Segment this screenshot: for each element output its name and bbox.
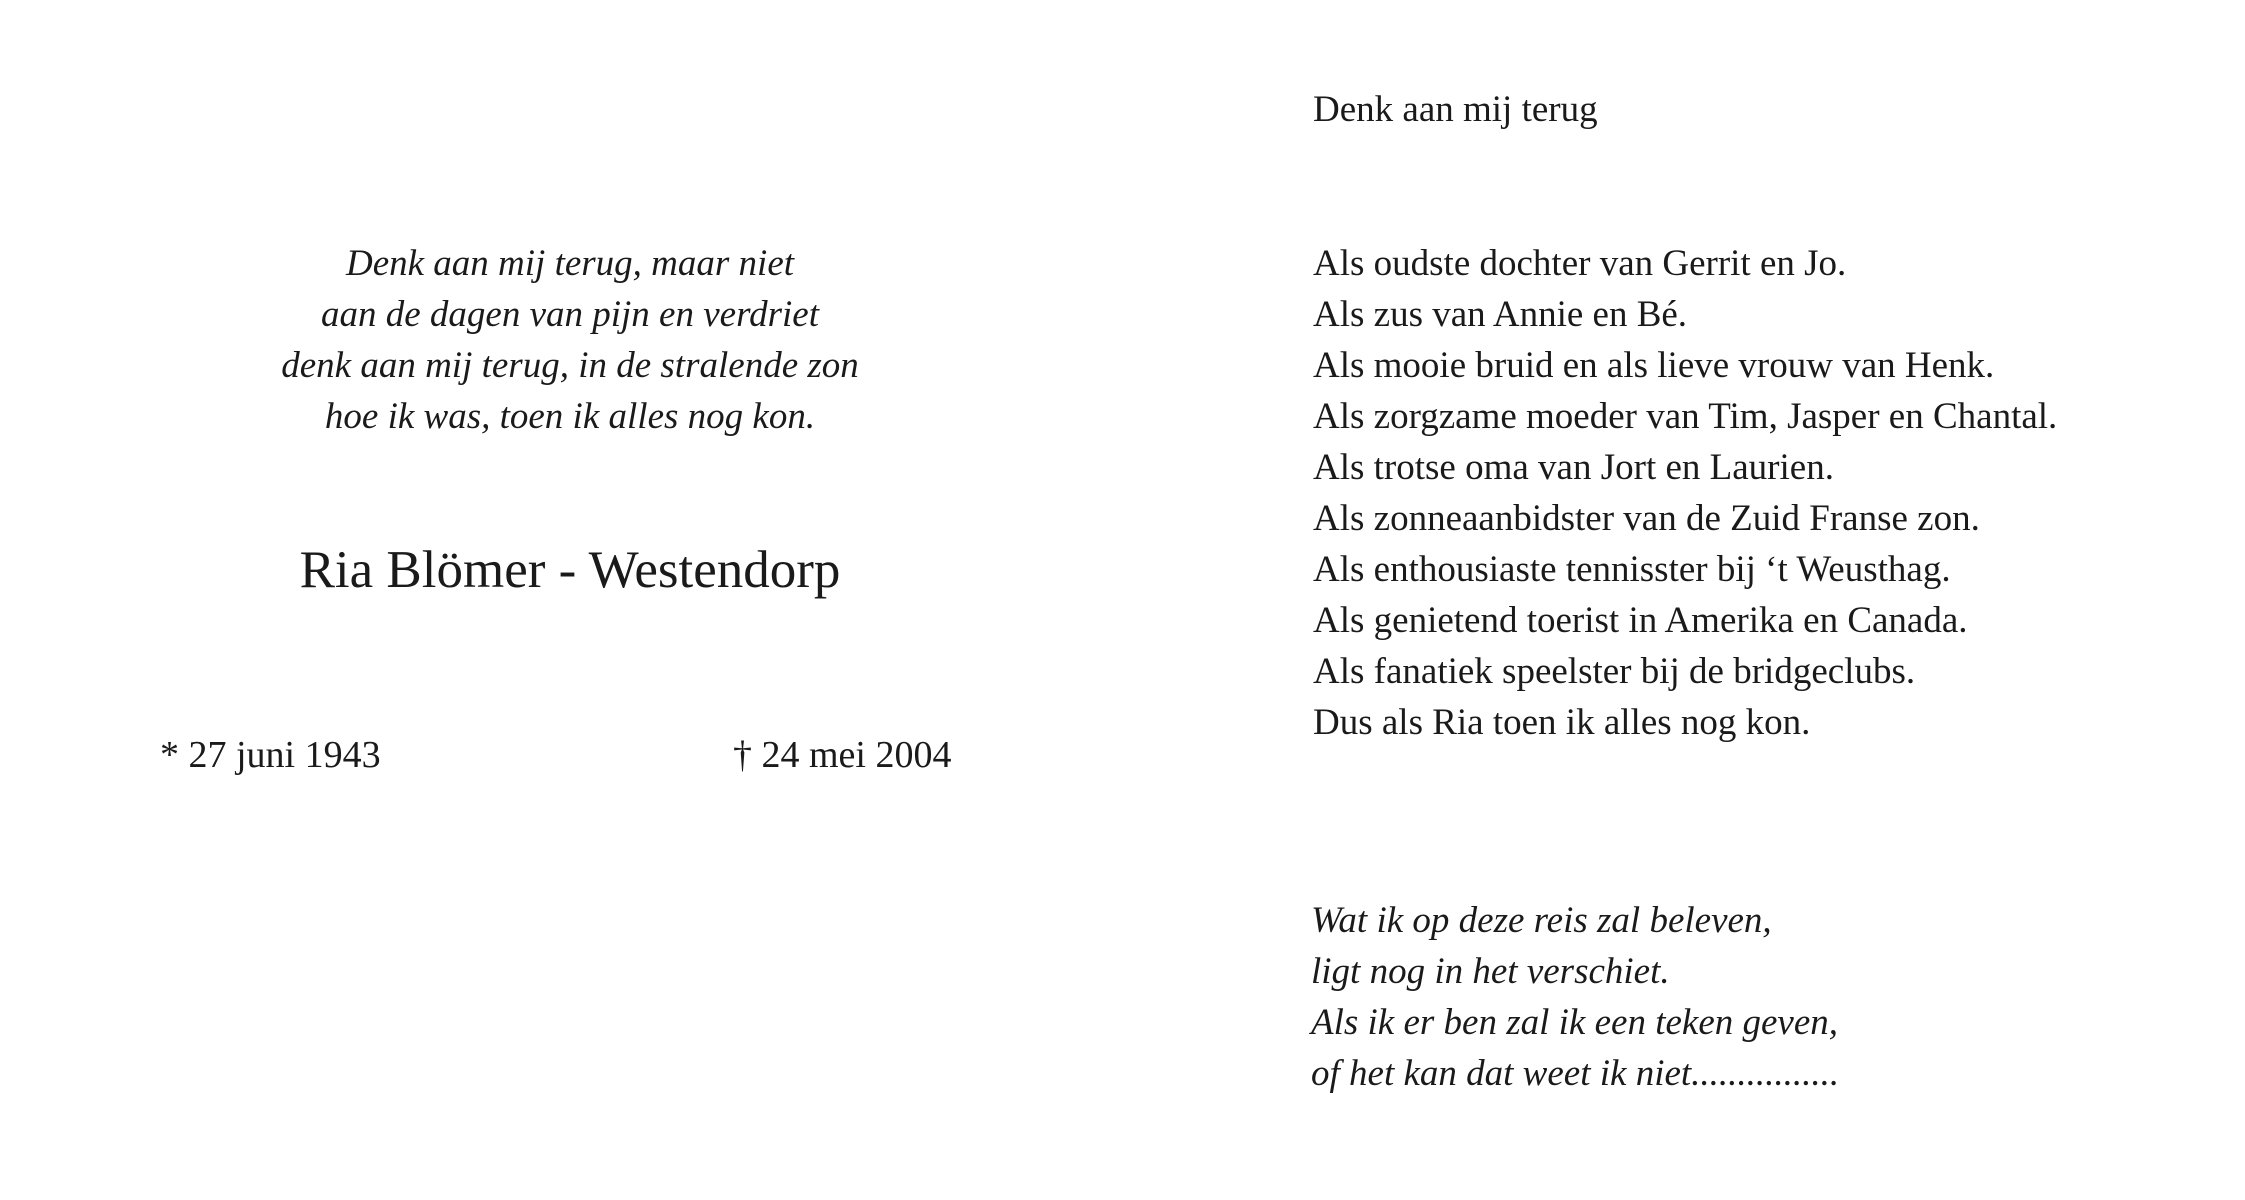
list-item: Als trotse oma van Jort en Laurien. [1313,447,1834,488]
list-item: Als zorgzame moeder van Tim, Jasper en Chantal. [1313,396,2058,437]
list-item: Als genietend toerist in Amerika en Canada. [1313,600,1968,641]
memorial-title: Denk aan mij terug [1313,89,1598,130]
poem-line: aan de dagen van pijn en verdriet [320,294,819,335]
death-date: † 24 mei 2004 [733,734,952,776]
closing-poem [1311,895,1839,1099]
opening-poem [170,238,970,442]
deceased-name: Ria Blömer - Westendorp [299,541,841,599]
poem-line: ligt nog in het verschiet. [1311,951,1670,992]
poem-line: denk aan mij terug, in de stralende zon [281,345,859,386]
list-item: Als fanatiek speelster bij de bridgeclubs. [1313,651,1916,692]
poem-line: Als ik er ben zal ik een teken geven, [1311,1002,1839,1043]
memories-list [1313,238,2057,748]
poem-line: Wat ik op deze reis zal beleven, [1311,900,1772,941]
list-item: Dus als Ria toen ik alles nog kon. [1313,702,1811,743]
birth-date: * 27 juni 1943 [160,734,381,776]
list-item: Als zonneaanbidster van de Zuid Franse zon. [1313,498,1980,539]
poem-line: hoe ik was, toen ik alles nog kon. [324,396,816,437]
poem-line: Denk aan mij terug, maar niet [345,243,795,284]
list-item: Als enthousiaste tennisster bij ‘t Weusthag. [1313,549,1951,590]
list-item: Als mooie bruid en als lieve vrouw van Henk. [1313,345,1995,386]
poem-line: of het kan dat weet ik niet................ [1311,1053,1840,1094]
list-item: Als oudste dochter van Gerrit en Jo. [1313,243,1847,284]
list-item: Als zus van Annie en Bé. [1313,294,1688,335]
